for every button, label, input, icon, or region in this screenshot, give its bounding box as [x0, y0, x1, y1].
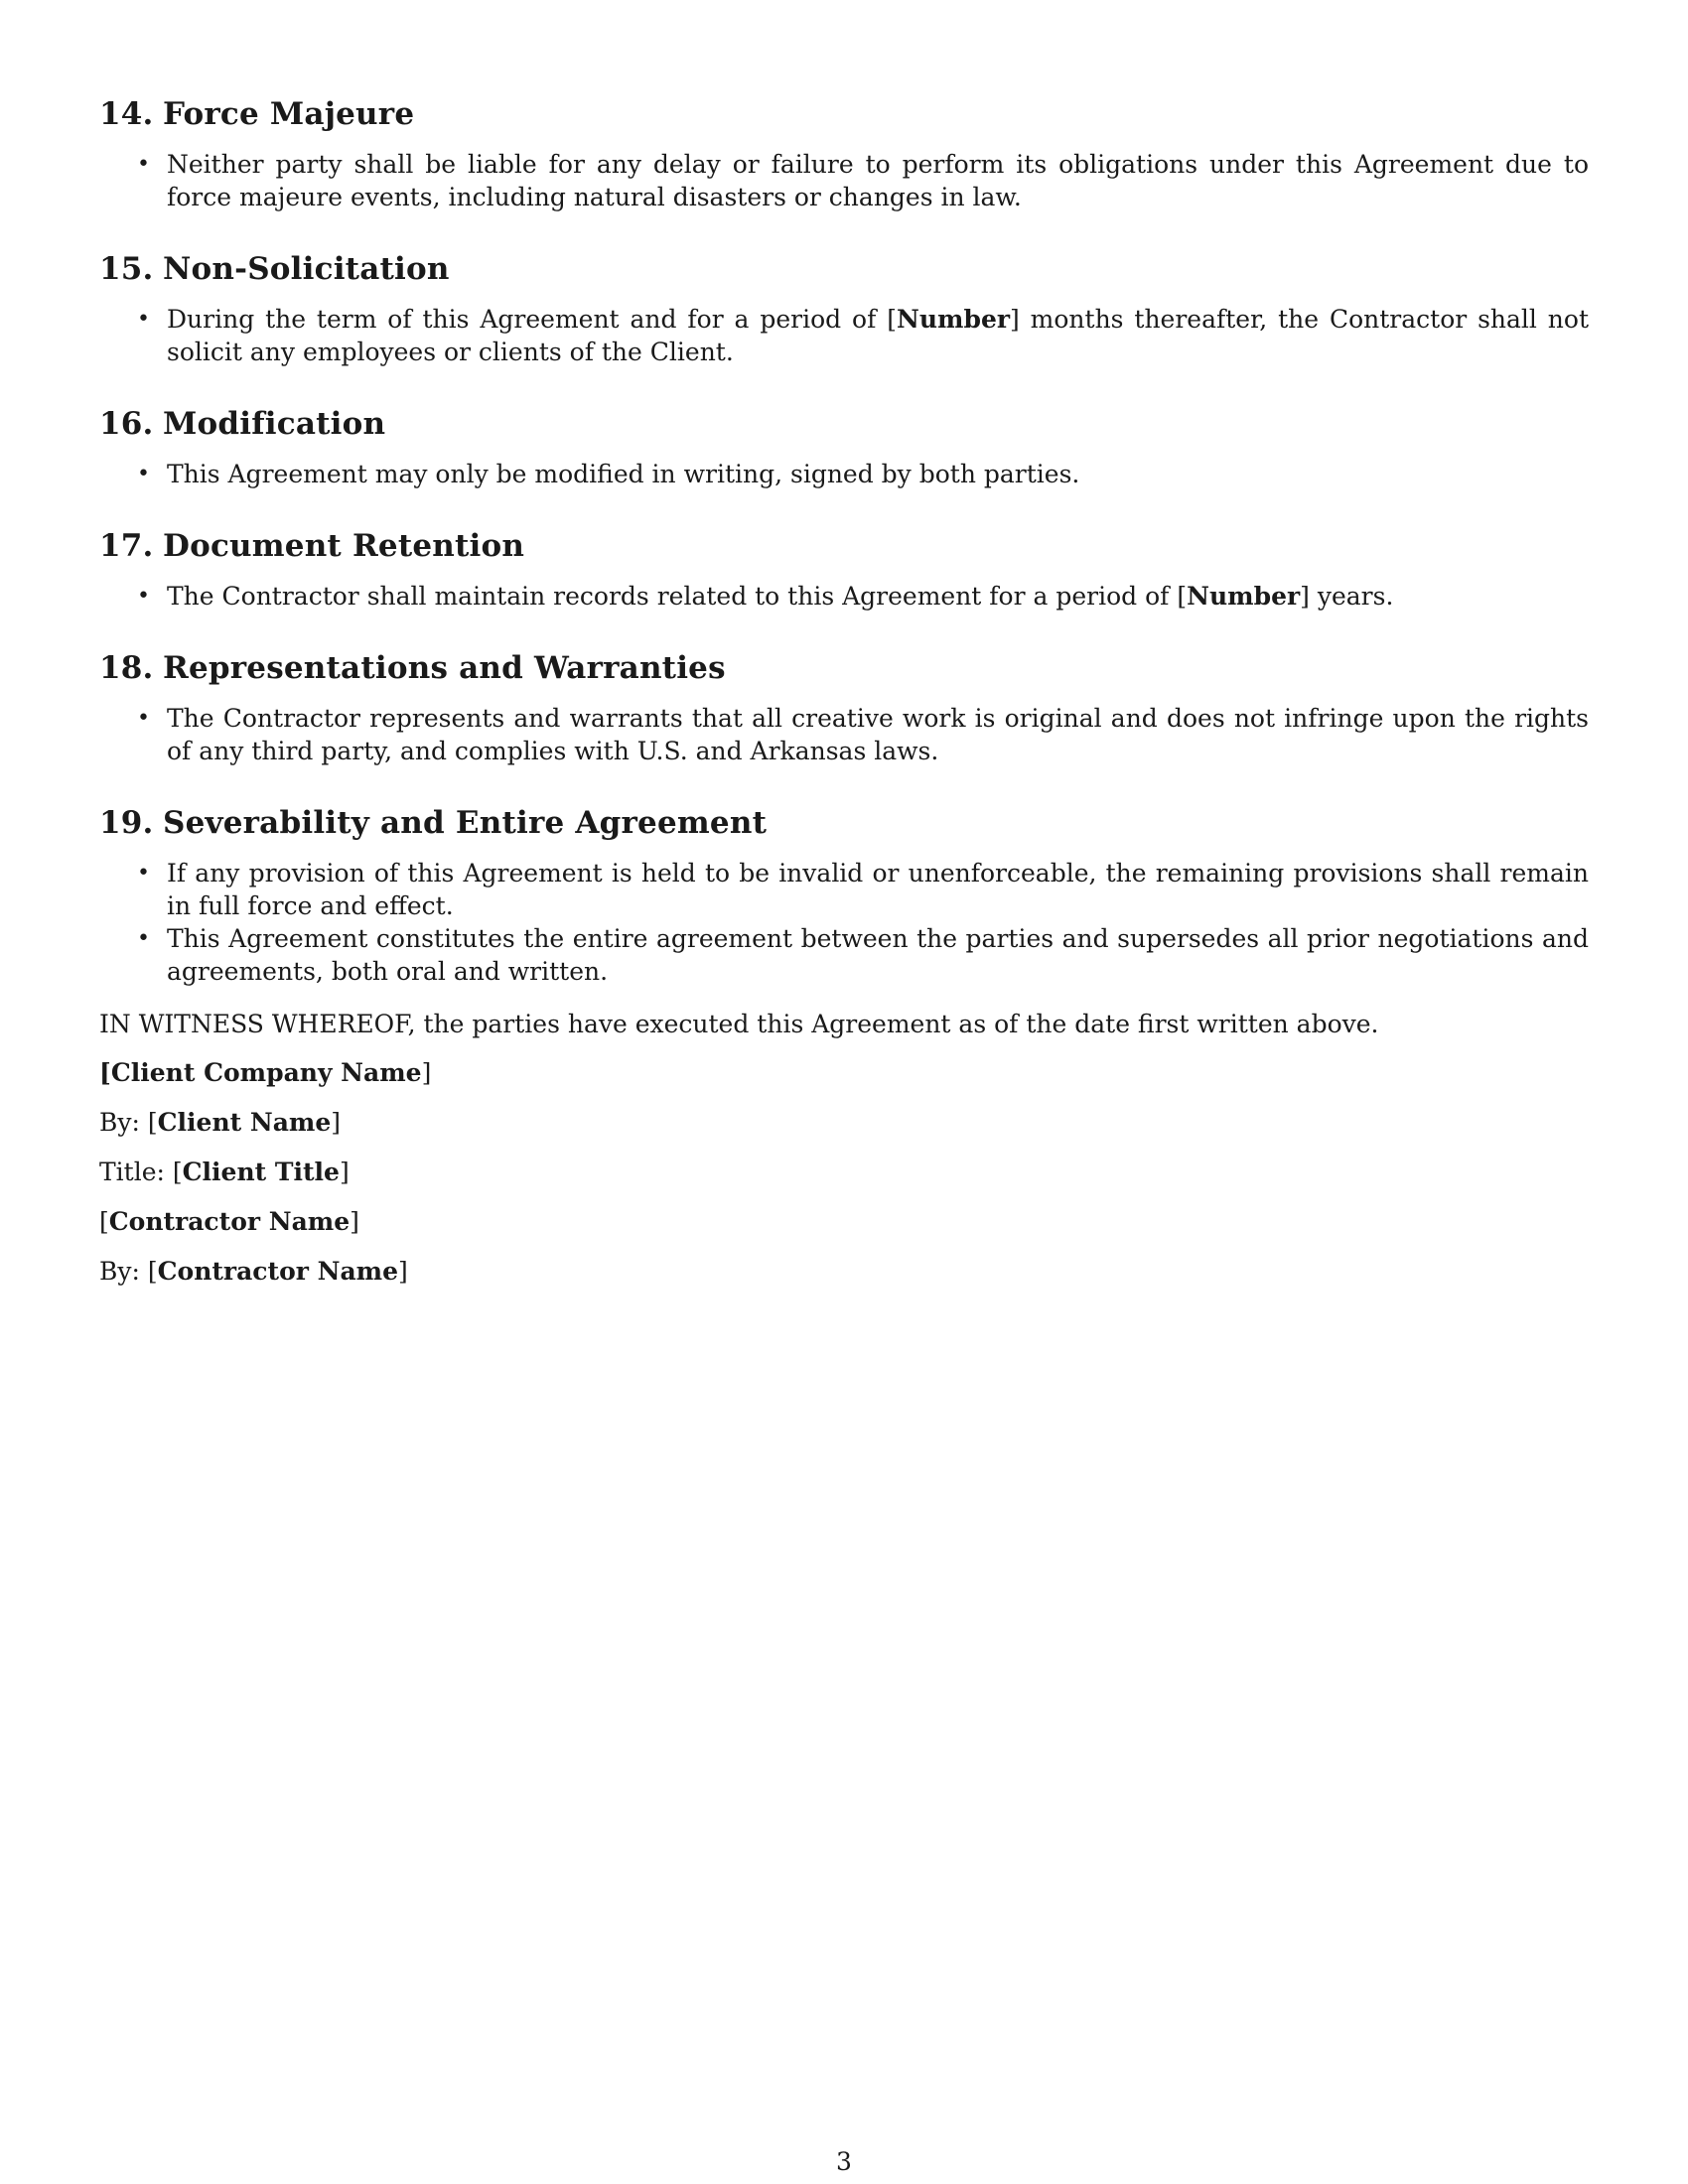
- text-run: ] months thereafter, the Contractor shall not solicit any employees or clients of the Client.: [167, 305, 1589, 366]
- section-heading: [99, 648, 1589, 688]
- section-number: 14.: [99, 96, 154, 132]
- bullet-list: [99, 580, 1589, 613]
- bullet-icon: •: [137, 926, 150, 951]
- list-item: [99, 922, 1589, 988]
- signature-client-title: [99, 1156, 1589, 1188]
- placeholder-field: Number: [1187, 582, 1301, 611]
- section-title-text: Severability and Entire Agreement: [163, 805, 768, 841]
- bullet-icon: •: [137, 706, 150, 731]
- section-number: 18.: [99, 650, 154, 686]
- section-heading: [99, 249, 1589, 289]
- section-title-text: Modification: [163, 406, 386, 442]
- bullet-icon: •: [137, 861, 150, 886]
- list-item-text: [167, 704, 1589, 765]
- bullet-icon: •: [137, 462, 150, 486]
- bracket-open: [: [147, 1257, 158, 1286]
- signature-contractor-name: [99, 1205, 1589, 1238]
- bracket-open: [: [147, 1108, 158, 1137]
- page-number: 3: [836, 2147, 852, 2176]
- list-item: [99, 702, 1589, 767]
- section-non-solicitation: [99, 249, 1589, 368]
- section-document-retention: [99, 526, 1589, 613]
- document-page: [99, 94, 1589, 1304]
- signature-placeholder: Contractor Name: [108, 1207, 351, 1236]
- section-representations-warranties: [99, 648, 1589, 767]
- list-item-text: [167, 924, 1589, 986]
- text-run: During the term of this Agreement and for a period of [: [167, 305, 897, 334]
- signature-placeholder: Client Title: [182, 1158, 340, 1186]
- bracket-close: ]: [350, 1207, 359, 1236]
- bracket-close: ]: [339, 1158, 350, 1186]
- section-title-text: Non-Solicitation: [163, 251, 450, 287]
- list-item-text: [167, 582, 1393, 611]
- bullet-icon: •: [137, 584, 150, 609]
- text-run: This Agreement constitutes the entire agreement between the parties and supersedes all prior negotiations and agreements, both oral and written.: [167, 924, 1589, 986]
- section-number: 15.: [99, 251, 154, 287]
- section-title-text: Document Retention: [163, 528, 525, 564]
- text-run: This Agreement may only be modified in writing, signed by both parties.: [167, 460, 1080, 488]
- bullet-icon: •: [137, 307, 150, 332]
- bullet-list: [99, 148, 1589, 213]
- bullet-list: [99, 857, 1589, 988]
- section-force-majeure: [99, 94, 1589, 213]
- bullet-list: [99, 303, 1589, 368]
- text-run: ] years.: [1300, 582, 1394, 611]
- section-number: 17.: [99, 528, 154, 564]
- section-number: 16.: [99, 406, 154, 442]
- signature-prefix: By:: [99, 1257, 148, 1286]
- bullet-icon: •: [137, 152, 150, 177]
- text-run: The Contractor represents and warrants that all creative work is original and does not infringe upon the rights of any third party, and complies with U.S. and Arkansas laws.: [167, 704, 1589, 765]
- bracket-open: [: [99, 1207, 109, 1236]
- bracket-close: ]: [421, 1058, 432, 1087]
- signature-placeholder: Contractor Name: [157, 1257, 399, 1286]
- section-title-text: Representations and Warranties: [163, 650, 726, 686]
- signature-placeholder: Client Name: [157, 1108, 332, 1137]
- list-item-text: [167, 460, 1079, 488]
- text-run: Neither party shall be liable for any delay or failure to perform its obligations under this Agreement due to force majeure events, including natural disasters or changes in law.: [167, 150, 1589, 211]
- list-item: [99, 303, 1589, 368]
- list-item-text: [167, 305, 1589, 366]
- section-heading: [99, 803, 1589, 843]
- list-item: [99, 148, 1589, 213]
- signature-placeholder: Client Company Name: [110, 1058, 422, 1087]
- text-run: If any provision of this Agreement is held to be invalid or unenforceable, the remaining provisions shall remain in full force and effect.: [167, 859, 1589, 920]
- signature-contractor-by: [99, 1255, 1589, 1288]
- list-item-text: [167, 859, 1589, 920]
- placeholder-field: Number: [896, 305, 1011, 334]
- list-item: [99, 857, 1589, 922]
- section-heading: [99, 526, 1589, 566]
- bullet-list: [99, 458, 1589, 490]
- bullet-list: [99, 702, 1589, 767]
- bracket-open: [: [99, 1058, 111, 1087]
- signature-prefix: Title:: [99, 1158, 173, 1186]
- section-heading: [99, 94, 1589, 134]
- section-title-text: Force Majeure: [163, 96, 415, 132]
- bracket-close: ]: [398, 1257, 408, 1286]
- list-item: [99, 580, 1589, 613]
- signature-client-company: [99, 1056, 1589, 1089]
- list-item: [99, 458, 1589, 490]
- section-heading: [99, 404, 1589, 444]
- bracket-close: ]: [331, 1108, 342, 1137]
- section-modification: [99, 404, 1589, 490]
- signature-client-by: [99, 1106, 1589, 1139]
- text-run: The Contractor shall maintain records related to this Agreement for a period of [: [167, 582, 1188, 611]
- list-item-text: [167, 150, 1589, 211]
- section-number: 19.: [99, 805, 154, 841]
- signature-prefix: By:: [99, 1108, 148, 1137]
- bracket-open: [: [172, 1158, 183, 1186]
- witness-clause: IN WITNESS WHEREOF, the parties have executed this Agreement as of the date first written above.: [99, 1010, 1379, 1038]
- section-severability-entire-agreement: [99, 803, 1589, 988]
